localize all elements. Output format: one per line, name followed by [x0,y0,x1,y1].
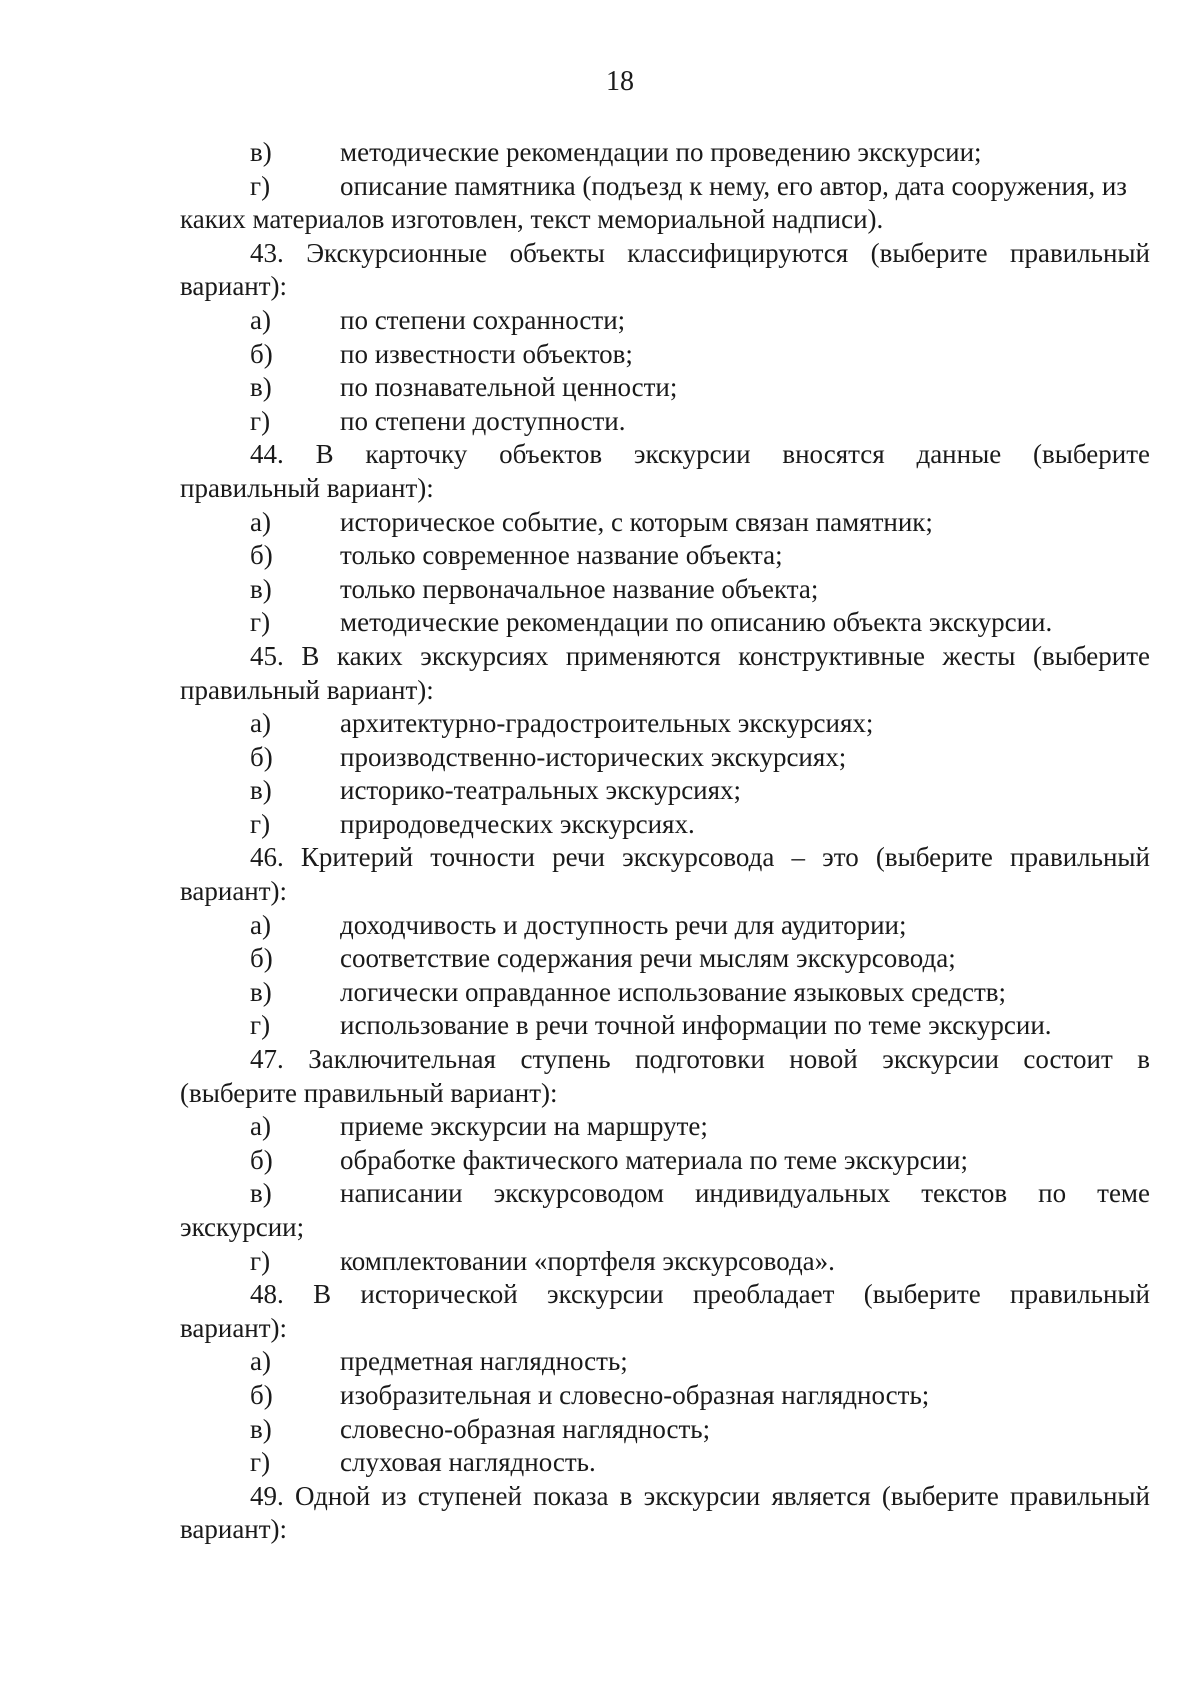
option-marker: г) [250,808,271,839]
question-text: 43. Экскурсионные объекты классифицируются (выберите правильный [250,237,1150,268]
option-text: соответствие содержания речи мыслям экскурсовода; [340,943,956,974]
question-text: 48. В исторической экскурсии преобладает (выберите правильный [250,1279,1150,1310]
answer-option [180,909,1150,943]
option-text: логически оправданное использование языковых средств; [340,976,1007,1007]
option-text: комплектовании «портфеля экскурсовода». [340,1245,835,1276]
answer-option [180,506,1150,540]
continuation-text: вариант): [180,876,288,907]
option-marker: б) [250,1379,273,1410]
option-marker: в) [250,1413,272,1444]
option-marker: г) [250,1010,271,1041]
option-marker: г) [250,607,271,638]
continuation-text: каких материалов изготовлен, текст мемориальной надписи). [180,204,884,235]
answer-option [180,1345,1150,1379]
question-text: 46. Критерий точности речи экскурсовода – это (выберите правильный [250,842,1150,873]
option-marker: в) [250,372,272,403]
continuation-text: вариант): [180,1514,288,1545]
option-text: предметная наглядность; [340,1346,628,1377]
option-text: историко-театральных экскурсиях; [340,775,742,806]
answer-option [180,741,1150,775]
option-marker: г) [250,1447,271,1478]
option-marker: б) [250,943,273,974]
continuation-text: вариант): [180,1312,288,1343]
question-text: 49. Одной из ступеней показа в экскурсии является (выберите правильный [250,1480,1150,1511]
option-text: доходчивость и доступность речи для аудитории; [340,909,907,940]
option-text: природоведческих экскурсиях. [340,808,695,839]
option-text: методические рекомендации по описанию объекта экскурсии. [340,607,1053,638]
answer-option [180,976,1150,1010]
option-marker: в) [250,775,272,806]
option-marker: г) [250,170,271,201]
option-text: обработке фактического материала по теме экскурсии; [340,1144,968,1175]
option-text: приеме экскурсии на маршруте; [340,1111,708,1142]
option-text: только современное название объекта; [340,540,783,571]
option-marker: б) [250,741,273,772]
option-marker: а) [250,909,271,940]
option-text: только первоначальное название объекта; [340,573,819,604]
option-text: по познавательной ценности; [340,372,678,403]
option-marker: а) [250,1346,271,1377]
option-marker: а) [250,1111,271,1142]
option-marker: а) [250,506,271,537]
option-marker: а) [250,304,271,335]
option-text: по степени сохранности; [340,304,626,335]
option-marker: б) [250,540,273,571]
continuation-text: (выберите правильный вариант): [180,1077,558,1108]
question-text: 45. В каких экскурсиях применяются конструктивные жесты (выберите [250,640,1150,671]
option-text: по степени доступности. [340,405,626,436]
answer-option [180,1144,1150,1178]
option-marker: в) [250,976,272,1007]
answer-option [180,808,1150,842]
answer-option [180,539,1150,573]
option-marker: в) [250,573,272,604]
continuation-text: правильный вариант): [180,472,434,503]
continuation-text: экскурсии; [180,1212,305,1242]
option-marker: г) [250,1245,271,1276]
option-text: написании экскурсоводом индивидуальных текстов по теме [340,1178,1150,1209]
question-text: 44. В карточку объектов экскурсии вносятся данные (выберите [250,439,1150,470]
answer-option [180,170,1150,204]
answer-option [180,1245,1150,1279]
answer-option [180,1446,1150,1480]
option-marker: б) [250,338,273,369]
option-text: архитектурно-градостроительных экскурсиях; [340,708,874,739]
option-marker: в) [250,137,272,167]
option-text: словесно-образная наглядность; [340,1413,711,1444]
question-text: 47. Заключительная ступень подготовки новой экскурсии состоит в [250,1044,1150,1075]
option-text: историческое событие, с которым связан памятник; [340,506,933,537]
option-text: производственно-исторических экскурсиях; [340,741,847,772]
page-number: 18 [606,66,634,97]
answer-option [180,1413,1150,1447]
answer-option [180,707,1150,741]
option-text: по известности объектов; [340,338,633,369]
answer-option [180,1379,1150,1413]
answer-option [180,1177,1150,1211]
continuation-text: вариант): [180,271,288,302]
answer-option [180,942,1150,976]
option-marker: а) [250,708,271,739]
answer-option [180,774,1150,808]
option-marker: г) [250,405,271,436]
option-text: изобразительная и словесно-образная наглядность; [340,1379,930,1410]
document-body [180,136,1150,1547]
answer-option [180,136,1150,170]
option-text: использование в речи точной информации по теме экскурсии. [340,1010,1052,1041]
answer-option [180,606,1150,640]
answer-option [180,304,1150,338]
answer-option [180,371,1150,405]
answer-option [180,573,1150,607]
answer-option [180,405,1150,439]
option-marker: в) [250,1178,272,1209]
continuation-text: правильный вариант): [180,674,434,705]
answer-option [180,1009,1150,1043]
option-text: описание памятника (подъезд к нему, его автор, дата сооружения, из [340,170,1127,201]
answer-option [180,338,1150,372]
option-marker: б) [250,1144,273,1175]
option-text: методические рекомендации по проведению экскурсии; [340,137,982,167]
answer-option [180,1110,1150,1144]
option-text: слуховая наглядность. [340,1447,596,1478]
